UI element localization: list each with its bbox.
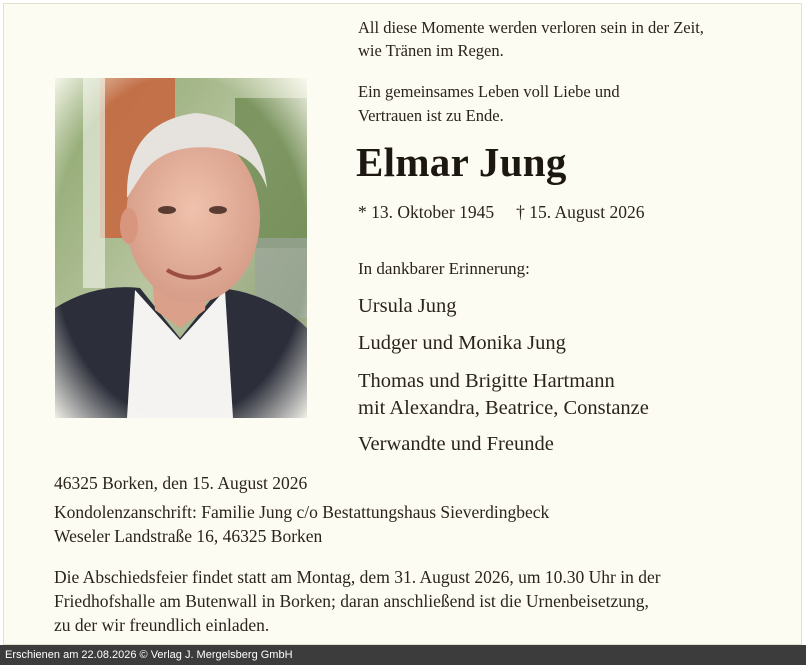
service-line-3: zu der wir freundlich einladen. [54,615,270,635]
life-dates [358,202,644,223]
quote-line-1: All diese Momente werden verloren sein in der Zeit, [358,18,704,37]
condolence-address [54,500,549,548]
service-line-2: Friedhofshalle am Butenwall in Borken; daran anschließend ist die Urnenbeisetzung, [54,591,649,611]
opening-quote [358,16,704,62]
death-date: † 15. August 2026 [516,202,645,222]
portrait-photo [55,78,307,418]
family-member: Verwandte und Freunde [358,433,554,455]
birth-date: * 13. Oktober 1945 [358,202,495,222]
life-statement [358,80,620,128]
life-line-1: Ein gemeinsames Leben voll Liebe und [358,82,620,101]
place-date: 46325 Borken, den 15. August 2026 [54,473,308,493]
family-member: Ludger und Monika Jung [358,332,566,354]
memory-intro: In dankbarer Erinnerung: [358,259,530,278]
publication-footer: Erschienen am 22.08.2026 © Verlag J. Mergelsberg GmbH [0,645,806,665]
condolence-line-2: Weseler Landstraße 16, 46325 Borken [54,526,323,546]
family-member: mit Alexandra, Beatrice, Constanze [358,397,649,419]
family-member: Ursula Jung [358,295,457,317]
service-line-1: Die Abschiedsfeier findet statt am Montag, dem 31. August 2026, um 10.30 Uhr in der [54,567,661,587]
deceased-name: Elmar Jung [356,139,567,185]
life-line-2: Vertrauen ist zu Ende. [358,106,504,125]
service-info [54,565,661,637]
family-member: Thomas und Brigitte Hartmann [358,370,615,392]
quote-line-2: wie Tränen im Regen. [358,41,504,60]
condolence-line-1: Kondolenzanschrift: Familie Jung c/o Bestattungshaus Sieverdingbeck [54,502,550,522]
